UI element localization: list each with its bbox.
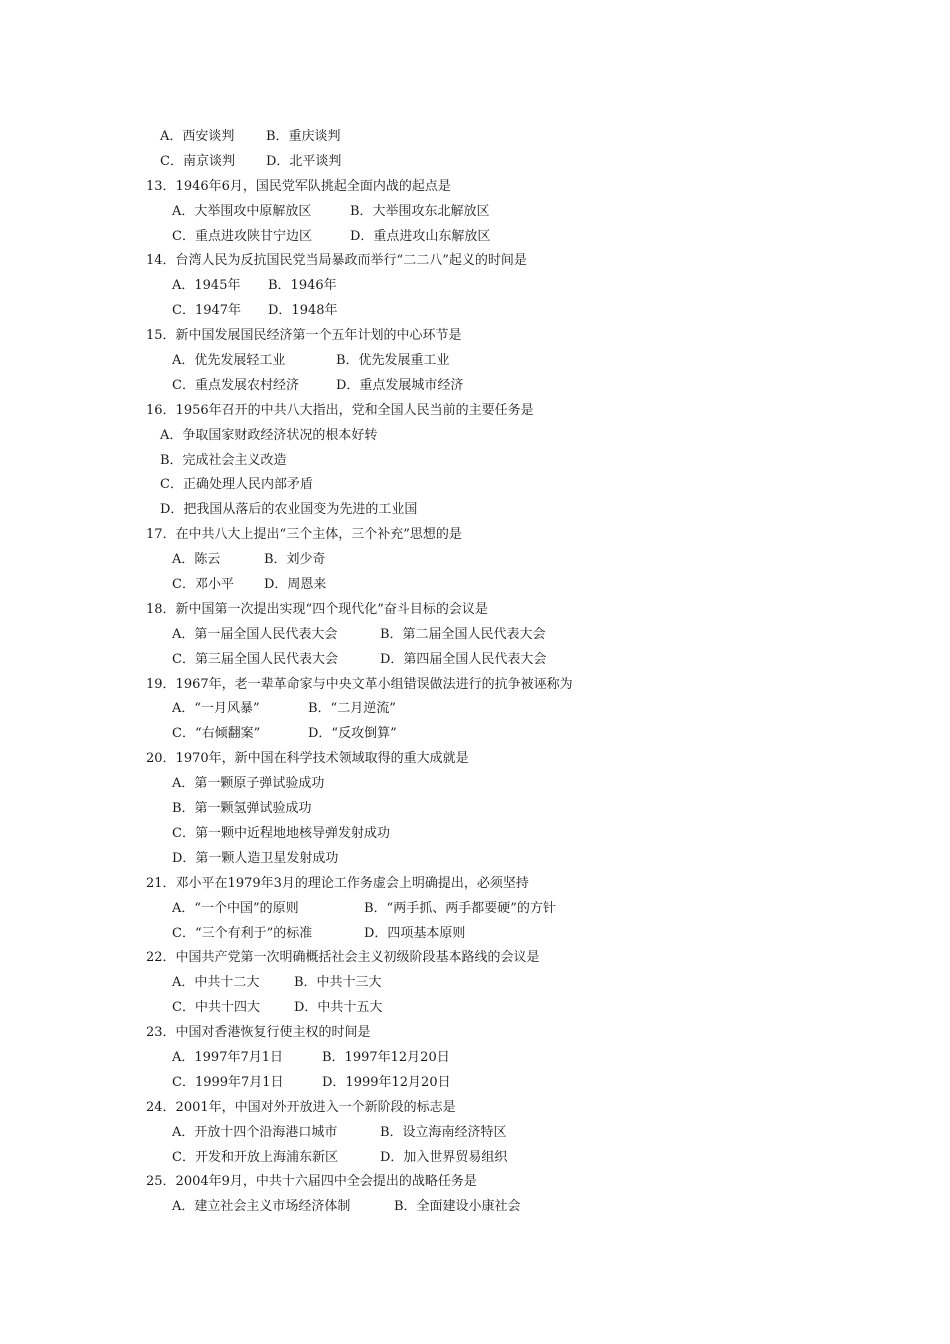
answer-options-row	[0, 722, 950, 747]
question-stem: 25．2004年9月，中共十六届四中全会提出的战略任务是	[146, 1174, 477, 1190]
answer-options-row	[0, 971, 950, 996]
answer-option: D．第四届全国人民代表大会	[380, 651, 547, 667]
answer-options-row	[0, 897, 950, 922]
answer-options-row	[0, 349, 950, 374]
answer-option: B．全面建设小康社会	[394, 1199, 521, 1215]
answer-options-row	[0, 374, 950, 399]
question-stem: 20．1970年，新中国在科学技术领域取得的重大成就是	[146, 751, 469, 767]
answer-option: D．北平谈判	[266, 153, 342, 169]
answer-option: B．“二月逆流”	[308, 701, 396, 717]
answer-options-row	[0, 299, 950, 324]
answer-option: C．重点进攻陕甘宁边区	[172, 228, 312, 244]
answer-option: D．中共十五大	[294, 1000, 383, 1016]
answer-options-row	[0, 1046, 950, 1071]
question-stem: 23．中国对香港恢复行使主权的时间是	[146, 1025, 371, 1041]
answer-options-row	[0, 573, 950, 598]
answer-option: D．1948年	[268, 303, 338, 319]
answer-options-row	[0, 125, 950, 150]
answer-option: C．第三届全国人民代表大会	[172, 651, 338, 667]
answer-options-row	[0, 697, 950, 722]
answer-option: C．“三个有利于”的标准	[172, 925, 313, 941]
answer-option: D．把我国从落后的农业国变为先进的工业国	[160, 502, 418, 518]
answer-option: D．重点进攻山东解放区	[350, 228, 491, 244]
answer-option: A．第一颗原子弹试验成功	[172, 776, 325, 792]
answer-option: B．1997年12月20日	[322, 1049, 450, 1065]
answer-option: C．中共十四大	[172, 1000, 260, 1016]
answer-options-row	[0, 274, 950, 299]
answer-option: C．正确处理人民内部矛盾	[160, 477, 313, 493]
answer-option: A．大举围攻中原解放区	[172, 203, 312, 219]
question-stem: 17．在中共八大上提出“三个主体，三个补充”思想的是	[146, 527, 462, 543]
answer-options-row	[0, 1195, 950, 1220]
answer-option: D．1999年12月20日	[322, 1074, 451, 1090]
answer-option: A．“一月风暴”	[172, 701, 260, 717]
answer-options-row	[0, 200, 950, 225]
answer-option: B．优先发展重工业	[336, 353, 450, 369]
answer-option: D．周恩来	[264, 577, 327, 593]
answer-option: C．开发和开放上海浦东新区	[172, 1149, 338, 1165]
answer-option: D．“反攻倒算”	[308, 726, 397, 742]
question-stem: 24．2001年，中国对外开放进入一个新阶段的标志是	[146, 1099, 456, 1115]
question-stem: 16．1956年召开的中共八大指出，党和全国人民当前的主要任务是	[146, 402, 534, 418]
answer-option: C．1947年	[172, 303, 242, 319]
question-stem: 18．新中国第一次提出实现“四个现代化”奋斗目标的会议是	[146, 601, 488, 617]
answer-option: A．第一届全国人民代表大会	[172, 626, 338, 642]
answer-option: C．1999年7月1日	[172, 1074, 284, 1090]
answer-option: B．设立海南经济特区	[380, 1124, 507, 1140]
answer-options-row	[0, 1146, 950, 1171]
answer-option: B．中共十三大	[294, 975, 382, 991]
answer-options-row	[0, 548, 950, 573]
answer-options-row	[0, 1121, 950, 1146]
answer-option: A．1945年	[172, 278, 241, 294]
answer-option: D．四项基本原则	[364, 925, 466, 941]
answer-option: B．大举围攻东北解放区	[350, 203, 490, 219]
question-stem: 13．1946年6月，国民党军队挑起全面内战的起点是	[146, 178, 451, 194]
answer-option: A．“一个中国”的原则	[172, 900, 299, 916]
answer-option: B．1946年	[268, 278, 337, 294]
answer-options-row	[0, 996, 950, 1021]
answer-option: B．重庆谈判	[266, 129, 341, 144]
answer-option: D．重点发展城市经济	[336, 377, 464, 393]
answer-option: C．南京谈判	[160, 153, 235, 169]
answer-option: A．西安谈判	[160, 129, 235, 144]
question-stem: 14．台湾人民为反抗国民党当局暴政而举行“二二八”起义的时间是	[146, 253, 527, 269]
question-stem: 22．中国共产党第一次明确概括社会主义初级阶段基本路线的会议是	[146, 950, 540, 966]
exam-page-body	[0, 125, 950, 1220]
answer-option: C．第一颗中近程地地核导弹发射成功	[172, 825, 390, 841]
answer-option: B．刘少奇	[264, 552, 326, 568]
question-stem: 15．新中国发展国民经济第一个五年计划的中心环节是	[146, 328, 462, 344]
answer-option: B．第一颗氢弹试验成功	[172, 801, 312, 817]
question-stem: 19．1967年，老一辈革命家与中央文革小组错误做法进行的抗争被诬称为	[146, 676, 573, 692]
answer-option: B．第二届全国人民代表大会	[380, 626, 546, 642]
answer-option: A．建立社会主义市场经济体制	[172, 1199, 351, 1215]
answer-option: C．邓小平	[172, 577, 234, 593]
answer-options-row	[0, 648, 950, 673]
question-stem: 21．邓小平在1979年3月的理论工作务虚会上明确提出，必须坚持	[146, 875, 529, 891]
answer-option: A．优先发展轻工业	[172, 353, 286, 369]
answer-option: B．完成社会主义改造	[160, 452, 287, 468]
answer-option: C．“右倾翻案”	[172, 726, 261, 742]
answer-option: C．重点发展农村经济	[172, 377, 299, 393]
answer-option: A．陈云	[172, 552, 221, 568]
answer-options-row	[0, 150, 950, 175]
answer-option: A．中共十二大	[172, 975, 260, 991]
answer-options-row	[0, 1071, 950, 1096]
answer-option: D．第一颗人造卫星发射成功	[172, 850, 339, 866]
answer-option: A．1997年7月1日	[172, 1049, 284, 1065]
answer-option: A．争取国家财政经济状况的根本好转	[160, 427, 378, 443]
answer-option: D．加入世界贸易组织	[380, 1149, 508, 1165]
answer-options-row	[0, 922, 950, 947]
answer-option: A．开放十四个沿海港口城市	[172, 1124, 338, 1140]
answer-options-row	[0, 623, 950, 648]
answer-option: B．“两手抓、两手都要硬”的方针	[364, 900, 556, 916]
answer-options-row	[0, 225, 950, 250]
